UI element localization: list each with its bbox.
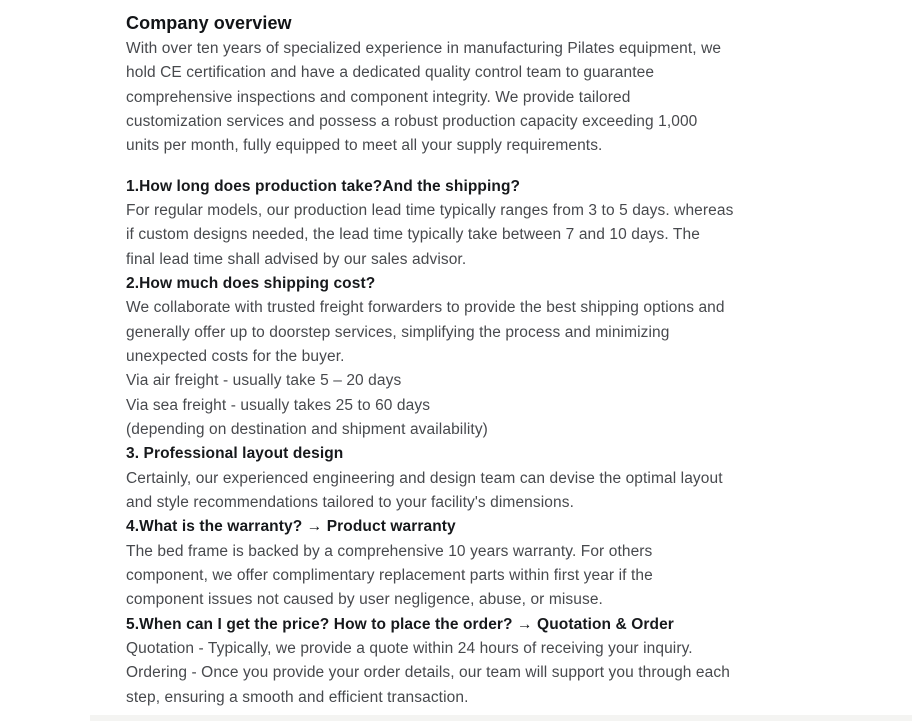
faq-question-warranty: 4.What is the warranty? → Product warranty	[126, 518, 456, 536]
company-overview-section	[126, 10, 846, 710]
intro-line: hold CE certification and have a dedicated quality control team to guarantee	[126, 64, 655, 82]
faq-question-price-order: 5.When can I get the price? How to place the order? → Quotation & Order	[126, 615, 674, 633]
faq-answer-line: and style recommendations tailored to your facility's dimensions.	[126, 493, 574, 511]
faq-answer-line: Quotation - Typically, we provide a quote within 24 hours of receiving your inquiry.	[126, 639, 693, 657]
intro-paragraph	[126, 37, 846, 159]
faq-answer-line: final lead time shall advised by our sales advisor.	[126, 250, 467, 268]
intro-line: With over ten years of specialized experience in manufacturing Pilates equipment, we	[126, 40, 722, 57]
faq-question-shipping-cost: 2.How much does shipping cost?	[126, 274, 376, 292]
faq-answer-line: Via air freight - usually take 5 – 20 days	[126, 372, 402, 390]
faq-question-layout-design: 3. Professional layout design	[126, 445, 344, 463]
faq-answer-line: generally offer up to doorstep services, simplifying the process and minimizing	[126, 323, 670, 341]
faq-list	[126, 175, 846, 710]
intro-line: customization services and possess a robust production capacity exceeding 1,000	[126, 112, 698, 130]
page-title: Company overview	[126, 13, 292, 33]
faq-answer-line: if custom designs needed, the lead time typically take between 7 and 10 days. The	[126, 226, 700, 244]
faq-answer-line: (depending on destination and shipment availability)	[126, 420, 488, 438]
faq-answer-line: unexpected costs for the buyer.	[126, 347, 345, 365]
faq-answer-line: component issues not caused by user negligence, abuse, or misuse.	[126, 591, 603, 609]
faq-answer-line: Certainly, our experienced engineering and design team can devise the optimal layout	[126, 469, 723, 487]
faq-answer-line: For regular models, our production lead time typically ranges from 3 to 5 days. whereas	[126, 201, 734, 219]
faq-question-production: 1.How long does production take?And the shipping?	[126, 177, 521, 195]
faq-answer-line: We collaborate with trusted freight forwarders to provide the best shipping options and	[126, 299, 725, 317]
intro-line: units per month, fully equipped to meet all your supply requirements.	[126, 137, 603, 155]
faq-answer-line: component, we offer complimentary replacement parts within first year if the	[126, 566, 653, 584]
bottom-divider	[90, 715, 912, 721]
faq-answer-line: Via sea freight - usually takes 25 to 60 days	[126, 396, 431, 414]
faq-answer-line: The bed frame is backed by a comprehensive 10 years warranty. For others	[126, 542, 653, 560]
faq-answer-line: step, ensuring a smooth and efficient transaction.	[126, 688, 469, 706]
faq-answer-line: Ordering - Once you provide your order details, our team will support you through each	[126, 664, 730, 682]
intro-line: comprehensive inspections and component integrity. We provide tailored	[126, 88, 631, 106]
